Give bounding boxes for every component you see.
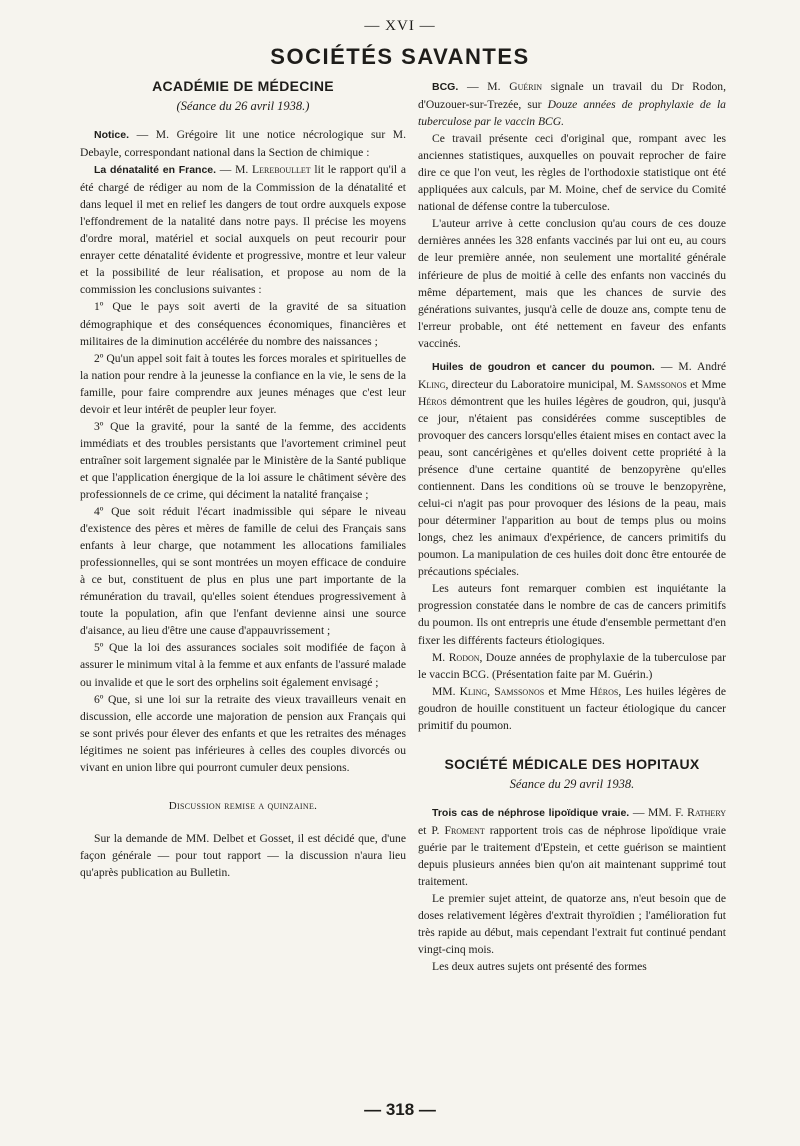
rodon-paragraph: [418, 649, 726, 683]
nephrose-paragraph-2: Le premier sujet atteint, de quatorze ans, n'eut besoin que de doses relativement légères d'extrait thyroïdien ; l'amélioration fut très rapide au début, mais cependant l'extrait fut continué pendant vingt-cinq mois.: [418, 892, 726, 957]
samssonos-name: Samssonos: [636, 377, 687, 391]
kling-name: Kling: [418, 377, 446, 391]
nephrose-mid: et P.: [418, 823, 445, 837]
hopitaux-seance-date: Séance du 29 avril 1938.: [509, 776, 635, 791]
nephrose-dash: — MM. F.: [629, 805, 688, 819]
conclusion-point-4: 4º Que soit réduit l'écart inadmissible qui sépare le niveau d'existence des pères et mères de famille de celui des Français sans enfants à leur charge, que notamment les allocations familiales professionnelles, qui se sont montrées un moyen efficace de conduire à ce but, constituent de plus en plus une part importante de la rémunération du travail, qu'elles soient étendues progressivement à toute la population, afin que l'enfant devienne ainsi une source d'aisance, au lieu d'être une cause d'appauvrissement ;: [80, 505, 406, 638]
left-column: [80, 78, 406, 881]
rodon-text: , Douze années de prophylaxie de la tuberculose par le vaccin BCG. (Présentation faite par M. Guérin.): [418, 650, 727, 681]
heros-name: Héros: [418, 394, 447, 408]
guerin-name: Guérin: [509, 80, 543, 93]
denatalite-paragraph: [80, 161, 406, 298]
rathery-name: Rathery: [687, 805, 726, 819]
page-folio-top: — XVI —: [364, 18, 436, 34]
denatalite-text: lit le rapport qu'il a été chargé de rédiger au nom de la Commission de la dénatalité et dans lequel il met en relief les dangers de tout ordre auxquels expose l'effondrement de la natalité dans notre pays. Il précise les moyens d'ordre moral, matériel et social auxquels on peut recourir pour enrayer cette dénatalité évidente et progressive, montre et leur valeur et la possibilité de leur réalisation, et propose au nom de la commission les conclusions suivantes :: [80, 163, 407, 297]
kling-names: Kling, Samssonos: [459, 684, 545, 698]
right-column: [418, 78, 726, 975]
conclusion-point-1: 1º Que le pays soit averti de la gravité de sa situation démographique et des conséquences économiques, financières et militaires de la diminution accélérée du nombre des naissances ;: [80, 300, 406, 348]
conclusion-point-5: 5º Que la loi des assurances sociales soit modifiée de façon à assurer le minimum vital à la femme et aux enfants de l'assuré malade ou invalide et que le sort des orphelins soit également envisagé ;: [80, 641, 406, 689]
bcg-lead: BCG.: [432, 81, 459, 93]
conclusion-point-6: 6º Que, si une loi sur la retraite des vieux travailleurs venait en discussion, elle accorde une majoration de pension aux Français qui se sont privés pour élever des enfants et que les retraites des ménages légitimes ne soient pas inférieures à celles des couples divorcés ou vivant en union libre qui pourront cumuler deux pensions.: [80, 692, 406, 774]
conclusion-point-3: 3º Que la gravité, pour la santé de la femme, des accidents immédiats et des troubles persistants que l'avortement criminel peut entraîner soit largement signalée par le Ministère de la Santé publique et que l'application énergique de la loi assure le châtiment sévère des professionnels de ce crime, qui déciment la natalité française ;: [80, 419, 406, 501]
section-title: SOCIÉTÉS SAVANTES: [270, 44, 530, 69]
rodon-name: Rodon: [448, 650, 480, 664]
page-folio-bottom: — 318 —: [364, 1100, 436, 1119]
academie-heading: ACADÉMIE DE MÉDECINE: [152, 78, 334, 94]
nephrose-text: rapportent trois cas de néphrose lipoïdique vraie guérie par le traitement d'Epstein, et cette guérison se maintient depuis plusieurs années bien qu'on ait maintenant supprimé tout traitement.: [418, 823, 726, 888]
kling-pre: MM.: [432, 684, 460, 698]
bcg-dash: — M.: [458, 80, 510, 93]
huiles-text-4: démontrent que les huiles légères de goudron, qui, jusqu'à ce jour, n'étaient pas considérées comme susceptibles de provoquer des cancers lorsqu'elles étaient mises en contact avec la peau, sont cancérigènes et qu'elles doivent cette propriété à la présence d'une certaine quantité de benzopyrène qu'elles contiennent. Dans les conditions où se trouve le benzopyrène, celui-ci n'agit pas pour provoquer des lésions de la peau, mais pour déterminer l'apparition au bout de temps plus ou moins longs, chez les animaux d'expérience, de cancers primitifs du poumon. La manipulation de ces huiles doit donc être entourée de précautions spéciales.: [418, 394, 726, 579]
hopitaux-heading: SOCIÉTÉ MÉDICALE DES HOPITAUX: [444, 755, 700, 772]
notice-paragraph: [80, 126, 406, 161]
rodon-pre: M.: [432, 650, 449, 664]
nephrose-lead: Trois cas de néphrose lipoïdique vraie.: [432, 806, 630, 819]
huiles-text-1: — M. André: [654, 359, 726, 373]
academie-seance-date: (Séance du 26 avril 1938.): [176, 99, 310, 113]
notice-lead: Notice.: [94, 129, 130, 141]
huiles-paragraph-2: Les auteurs font remarquer combien est inquiétante la progression constatée dans le nombre de cas de cancers primitifs du poumon. Ils ont entrepris une étude d'ensemble permettant d'en fixer les différents facteurs étiologiques.: [418, 582, 726, 647]
lereboullet-name: Lereboullet: [252, 163, 311, 177]
kling-heros-name: Héros: [589, 684, 619, 698]
huiles-text-3: et Mme: [686, 377, 727, 391]
bcg-paragraph-2: Ce travail présente ceci d'original que, rompant avec les anciennes statistiques, auxquelles on pouvait reprocher de faire dire ce que l'on veut, les règles de l'orthodoxie statistique ont été appliquées aux calculs, par M. Moine, chef de service du Comité national de défense contre la tuberculose.: [418, 132, 726, 214]
huiles-lead: Huiles de goudron et cancer du poumon.: [432, 360, 655, 373]
bcg-paragraph: [418, 78, 726, 130]
bcg-text: signale un travail du Dr Rodon, d'Ouzouer-sur-Trezée, sur: [418, 80, 726, 112]
nephrose-paragraph-3: Les deux autres sujets ont présenté des formes: [432, 960, 647, 974]
froment-name: Froment: [444, 823, 485, 837]
denatalite-dash: — M.: [216, 163, 253, 177]
huiles-paragraph: [418, 358, 726, 581]
kling-mid: et Mme: [544, 684, 590, 698]
notice-text: — M. Grégoire lit une notice nécrologique sur M. Debayle, correspondant national dans la Section de chimique :: [80, 128, 406, 160]
kling-text: , Les huiles légères de goudron de houille constituent un facteur étiologique du cancer primitif du poumon.: [418, 684, 727, 732]
discussion-heading: Discussion remise a quinzaine.: [168, 799, 318, 812]
discussion-paragraph: Sur la demande de MM. Delbet et Gosset, il est décidé que, d'une façon générale — pour tout rapport — la discussion n'aura lieu qu'après publication au Bulletin.: [80, 831, 406, 879]
nephrose-paragraph: [418, 804, 726, 890]
huiles-text-2: , directeur du Laboratoire municipal, M.: [445, 377, 637, 391]
denatalite-lead: La dénatalité en France.: [94, 164, 217, 177]
conclusion-point-2: 2º Qu'un appel soit fait à toutes les forces morales et spirituelles de la nation pour rendre à la jeunesse la confiance en la vie, le sens de la famille, pour faire comprendre aux jeunes ménages que c'est leur devoir et leur intérêt de peupler leur foyer.: [80, 351, 406, 416]
bcg-paragraph-3: L'auteur arrive à cette conclusion qu'au cours de ces douze dernières années les 328 enfants vaccinés par lui ont eu, au cours de leur première année, non seulement une mortalité générale inférieure de plus de moitié à celle des enfants non vaccinés du même département, mais que les chances de survie des générations suivantes, jusqu'à celle de douze ans, compte tenu de l'erreur probable, ont été nettement en faveur des enfants vaccinés.: [418, 217, 726, 350]
bcg-work-title: Douze années de prophylaxie de la tuberculose par le vaccin BCG.: [418, 98, 726, 129]
kling-paragraph: [418, 683, 726, 734]
